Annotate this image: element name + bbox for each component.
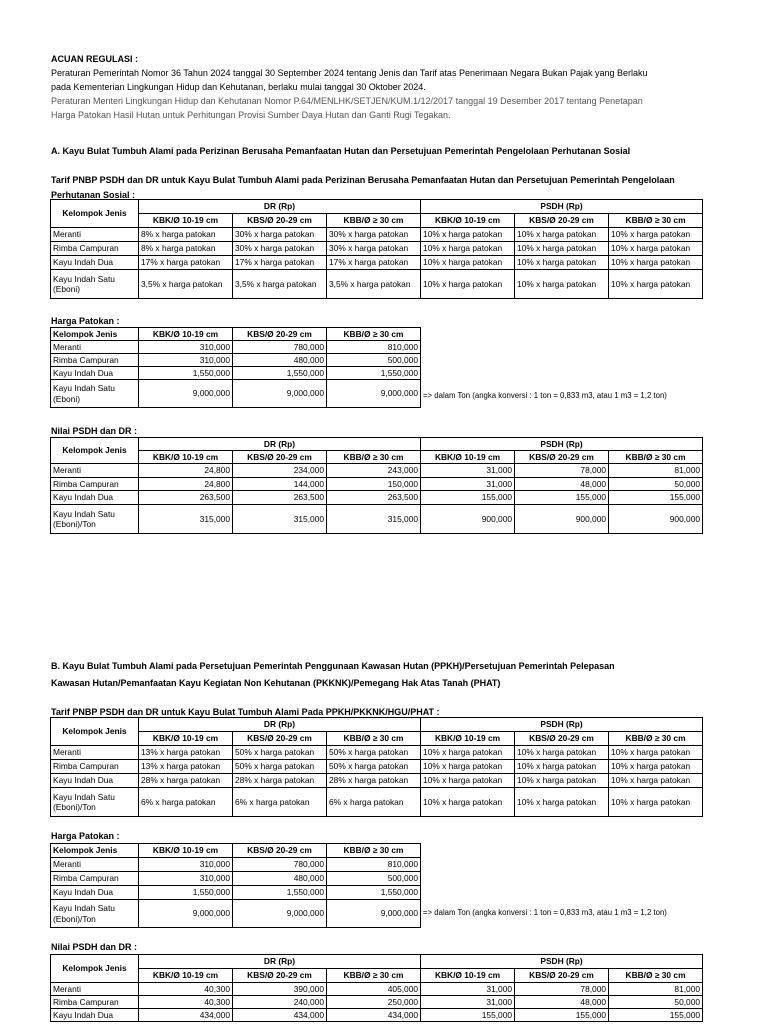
col-header-kbb: KBB/Ø ≥ 30 cm (609, 732, 703, 746)
regulasi-line-2: pada Kementerian Lingkungan Hidup dan Kehutanan, berlaku mulai tanggal 30 Oktober 2024. (51, 82, 426, 92)
col-header-kbs: KBS/Ø 20-29 cm (515, 969, 609, 983)
cell: 3,5% x harga patokan (139, 270, 233, 299)
section-b-harga-title: Harga Patokan : (51, 831, 120, 841)
col-header-kbk: KBK/Ø 10-19 cm (139, 969, 233, 983)
cell: 250,000 (327, 996, 421, 1009)
cell: 31,000 (421, 478, 515, 491)
cell: 310,000 (139, 354, 233, 367)
col-header-kbk: KBK/Ø 10-19 cm (139, 214, 233, 228)
cell: 10% x harga patokan (609, 760, 703, 774)
cell: 10% x harga patokan (609, 788, 703, 817)
cell: 780,000 (233, 858, 327, 872)
cell-jenis: Kayu Indah Satu (Eboni)/Ton (51, 900, 139, 928)
table-row (51, 228, 703, 242)
table-row (51, 886, 421, 900)
cell: 10% x harga patokan (609, 228, 703, 242)
cell: 10% x harga patokan (515, 256, 609, 270)
cell: 155,000 (421, 491, 515, 505)
cell: 434,000 (139, 1009, 233, 1022)
cell: 10% x harga patokan (421, 228, 515, 242)
cell: 8% x harga patokan (139, 242, 233, 256)
table-row (51, 872, 421, 886)
col-header-kbk: KBK/Ø 10-19 cm (139, 844, 233, 858)
cell-jenis: Rimba Campuran (51, 872, 139, 886)
cell: 9,000,000 (139, 900, 233, 928)
cell-jenis: Meranti (51, 228, 139, 242)
cell: 30% x harga patokan (233, 242, 327, 256)
col-header-dr: DR (Rp) (139, 200, 421, 214)
cell-jenis: Meranti (51, 983, 139, 996)
cell: 810,000 (327, 858, 421, 872)
cell: 50,000 (609, 996, 703, 1009)
cell: 1,550,000 (233, 886, 327, 900)
col-header-kbb: KBB/Ø ≥ 30 cm (327, 732, 421, 746)
cell: 48,000 (515, 478, 609, 491)
cell: 30% x harga patokan (233, 228, 327, 242)
cell-jenis: Kayu Indah Dua (51, 367, 139, 380)
section-b-harga-table (50, 843, 421, 928)
table-row (51, 380, 421, 408)
col-header-kbb: KBB/Ø ≥ 30 cm (327, 844, 421, 858)
table-row (51, 242, 703, 256)
col-header-kbk: KBK/Ø 10-19 cm (139, 451, 233, 464)
col-header-kbk: KBK/Ø 10-19 cm (421, 969, 515, 983)
table-row (51, 270, 703, 299)
table-row (51, 354, 421, 367)
col-header-kbk: KBK/Ø 10-19 cm (139, 328, 233, 341)
cell-jenis: Rimba Campuran (51, 478, 139, 491)
regulasi-line-3: Peraturan Menteri Lingkungan Hidup dan Kehutanan Nomor P.64/MENLHK/SETJEN/KUM.1/12/2017 tanggal 19 Desember 2017 tentang Penetapan (51, 96, 643, 106)
section-b-title-2: Kawasan Hutan/Pemanfaatan Kayu Kegiatan Non Kehutanan (PKKNK)/Pemegang Hak Atas Tanah (PHAT) (51, 678, 501, 688)
col-header-dr: DR (Rp) (139, 438, 421, 451)
cell: 40,300 (139, 983, 233, 996)
cell: 9,000,000 (327, 380, 421, 408)
cell: 810,000 (327, 341, 421, 354)
regulasi-title: ACUAN REGULASI : (51, 54, 138, 64)
cell: 8% x harga patokan (139, 228, 233, 242)
cell: 10% x harga patokan (515, 242, 609, 256)
col-header-kbk: KBK/Ø 10-19 cm (421, 732, 515, 746)
col-header-kbb: KBB/Ø ≥ 30 cm (609, 969, 703, 983)
section-a-tarif-title-2: Perhutanan Sosial : (51, 190, 136, 200)
cell-jenis: Kayu Indah Dua (51, 886, 139, 900)
cell-jenis: Rimba Campuran (51, 996, 139, 1009)
cell: 28% x harga patokan (233, 774, 327, 788)
table-row (51, 367, 421, 380)
cell-jenis: Kayu Indah Dua (51, 256, 139, 270)
cell-jenis: Rimba Campuran (51, 760, 139, 774)
table-row (51, 858, 421, 872)
table-row (51, 505, 703, 534)
cell: 500,000 (327, 872, 421, 886)
conversion-note: => dalam Ton (angka konversi : 1 ton = 0,833 m3, atau 1 m3 = 1,2 ton) (423, 908, 667, 917)
col-header-kbs: KBS/Ø 20-29 cm (233, 328, 327, 341)
col-header-kbb: KBB/Ø ≥ 30 cm (327, 451, 421, 464)
cell: 1,550,000 (139, 367, 233, 380)
table-row (51, 788, 703, 817)
section-a-tarif-table (50, 199, 703, 299)
cell: 81,000 (609, 464, 703, 478)
table-row (51, 746, 703, 760)
cell: 10% x harga patokan (609, 774, 703, 788)
col-header-kbs: KBS/Ø 20-29 cm (233, 214, 327, 228)
cell-jenis: Kayu Indah Satu (Eboni) (51, 270, 139, 299)
cell-jenis: Rimba Campuran (51, 242, 139, 256)
col-header-kbs: KBS/Ø 20-29 cm (515, 732, 609, 746)
cell: 315,000 (233, 505, 327, 534)
table-row (51, 983, 703, 996)
cell: 155,000 (609, 491, 703, 505)
cell-jenis: Kayu Indah Dua (51, 1009, 139, 1022)
table-row (51, 478, 703, 491)
col-header-psdh: PSDH (Rp) (421, 955, 703, 969)
cell: 28% x harga patokan (139, 774, 233, 788)
col-header-kbb: KBB/Ø ≥ 30 cm (327, 328, 421, 341)
cell: 50% x harga patokan (233, 746, 327, 760)
cell: 10% x harga patokan (609, 242, 703, 256)
col-header-kbs: KBS/Ø 20-29 cm (515, 214, 609, 228)
cell: 78,000 (515, 983, 609, 996)
cell: 1,550,000 (327, 886, 421, 900)
cell: 30% x harga patokan (327, 242, 421, 256)
cell: 17% x harga patokan (139, 256, 233, 270)
cell: 240,000 (233, 996, 327, 1009)
cell-jenis: Kayu Indah Satu (Eboni)/Ton (51, 788, 139, 817)
section-a-harga-title: Harga Patokan : (51, 316, 120, 326)
cell: 50% x harga patokan (233, 760, 327, 774)
cell-jenis: Rimba Campuran (51, 354, 139, 367)
col-header-kbb: KBB/Ø ≥ 30 cm (609, 451, 703, 464)
conversion-note: => dalam Ton (angka konversi : 1 ton = 0,833 m3, atau 1 m3 = 1,2 ton) (423, 391, 667, 400)
cell-jenis: Kayu Indah Satu (Eboni)/Ton (51, 505, 139, 534)
col-header-kelompok: Kelompok Jenis (51, 844, 139, 858)
section-b-nilai-title: Nilai PSDH dan DR : (51, 942, 138, 952)
col-header-kbs: KBS/Ø 20-29 cm (233, 969, 327, 983)
cell: 1,550,000 (327, 367, 421, 380)
cell: 263,500 (233, 491, 327, 505)
cell: 48,000 (515, 996, 609, 1009)
cell: 10% x harga patokan (609, 270, 703, 299)
cell-jenis: Kayu Indah Satu (Eboni) (51, 380, 139, 408)
section-b-tarif-title: Tarif PNBP PSDH dan DR untuk Kayu Bulat Tumbuh Alami Pada PPKH/PKKNK/HGU/PHAT : (51, 707, 440, 717)
table-row (51, 256, 703, 270)
cell: 310,000 (139, 341, 233, 354)
cell: 315,000 (139, 505, 233, 534)
cell: 10% x harga patokan (515, 760, 609, 774)
col-header-kelompok: Kelompok Jenis (51, 718, 139, 746)
col-header-kelompok: Kelompok Jenis (51, 328, 139, 341)
cell: 500,000 (327, 354, 421, 367)
cell: 9,000,000 (233, 900, 327, 928)
cell: 28% x harga patokan (327, 774, 421, 788)
cell: 150,000 (327, 478, 421, 491)
cell: 10% x harga patokan (515, 270, 609, 299)
cell: 6% x harga patokan (139, 788, 233, 817)
cell: 434,000 (233, 1009, 327, 1022)
cell: 31,000 (421, 996, 515, 1009)
section-a-tarif-title-1: Tarif PNBP PSDH dan DR untuk Kayu Bulat Tumbuh Alami pada Perizinan Berusaha Pemanfaatan Hutan dan Persetujuan Pemerintah Pengelolaan (51, 175, 675, 185)
col-header-kbb: KBB/Ø ≥ 30 cm (327, 214, 421, 228)
regulasi-line-1: Peraturan Pemerintah Nomor 36 Tahun 2024 tanggal 30 September 2024 tentang Jenis dan Tarif atas Penerimaan Negara Bukan Pajak yang Berlaku (51, 68, 648, 78)
cell: 10% x harga patokan (421, 270, 515, 299)
col-header-psdh: PSDH (Rp) (421, 438, 703, 451)
cell: 900,000 (515, 505, 609, 534)
cell: 10% x harga patokan (421, 774, 515, 788)
cell: 40,300 (139, 996, 233, 1009)
cell: 10% x harga patokan (515, 746, 609, 760)
col-header-kbs: KBS/Ø 20-29 cm (233, 451, 327, 464)
cell: 10% x harga patokan (609, 256, 703, 270)
cell: 30% x harga patokan (327, 228, 421, 242)
section-a-harga-table (50, 327, 421, 408)
table-row (51, 341, 421, 354)
cell: 9,000,000 (139, 380, 233, 408)
cell: 9,000,000 (233, 380, 327, 408)
cell: 78,000 (515, 464, 609, 478)
table-row (51, 491, 703, 505)
cell: 50% x harga patokan (327, 760, 421, 774)
cell: 900,000 (609, 505, 703, 534)
cell: 24,800 (139, 464, 233, 478)
cell: 155,000 (609, 1009, 703, 1022)
cell: 10% x harga patokan (515, 228, 609, 242)
cell: 9,000,000 (327, 900, 421, 928)
cell: 17% x harga patokan (327, 256, 421, 270)
cell-jenis: Meranti (51, 746, 139, 760)
regulasi-line-4: Harga Patokan Hasil Hutan untuk Perhitungan Provisi Sumber Daya Hutan dan Ganti Rugi Tegakan. (51, 110, 451, 120)
cell: 263,500 (139, 491, 233, 505)
cell: 155,000 (421, 1009, 515, 1022)
cell: 900,000 (421, 505, 515, 534)
cell-jenis: Meranti (51, 464, 139, 478)
table-row (51, 900, 421, 928)
table-row (51, 996, 703, 1009)
cell: 13% x harga patokan (139, 760, 233, 774)
cell-jenis: Kayu Indah Dua (51, 774, 139, 788)
col-header-kbk: KBK/Ø 10-19 cm (421, 214, 515, 228)
cell: 10% x harga patokan (421, 256, 515, 270)
section-a-nilai-table (50, 437, 703, 534)
cell: 234,000 (233, 464, 327, 478)
cell: 10% x harga patokan (421, 746, 515, 760)
col-header-kbb: KBB/Ø ≥ 30 cm (609, 214, 703, 228)
cell: 310,000 (139, 872, 233, 886)
cell: 31,000 (421, 983, 515, 996)
section-b-title-1: B. Kayu Bulat Tumbuh Alami pada Persetujuan Pemerintah Penggunaan Kawasan Hutan (PPKH)/Persetujuan Pemerintah Pelepasan (51, 661, 615, 671)
col-header-kbb: KBB/Ø ≥ 30 cm (327, 969, 421, 983)
cell: 10% x harga patokan (515, 788, 609, 817)
col-header-kelompok: Kelompok Jenis (51, 955, 139, 983)
section-b-tarif-table (50, 717, 703, 817)
section-a-title: A. Kayu Bulat Tumbuh Alami pada Perizinan Berusaha Pemanfaatan Hutan dan Persetujuan Pemerintah Pengelolaan Perhutanan Sosial (51, 146, 631, 156)
cell: 780,000 (233, 341, 327, 354)
cell: 24,800 (139, 478, 233, 491)
cell: 390,000 (233, 983, 327, 996)
col-header-kelompok: Kelompok Jenis (51, 200, 139, 228)
cell: 13% x harga patokan (139, 746, 233, 760)
cell: 243,000 (327, 464, 421, 478)
cell: 315,000 (327, 505, 421, 534)
cell: 10% x harga patokan (515, 774, 609, 788)
cell: 10% x harga patokan (609, 746, 703, 760)
cell: 405,000 (327, 983, 421, 996)
cell: 6% x harga patokan (327, 788, 421, 817)
cell: 3,5% x harga patokan (327, 270, 421, 299)
col-header-psdh: PSDH (Rp) (421, 200, 703, 214)
col-header-kbs: KBS/Ø 20-29 cm (233, 844, 327, 858)
cell-jenis: Meranti (51, 858, 139, 872)
col-header-kbs: KBS/Ø 20-29 cm (233, 732, 327, 746)
col-header-kbs: KBS/Ø 20-29 cm (515, 451, 609, 464)
cell: 3,5% x harga patokan (233, 270, 327, 299)
cell: 144,000 (233, 478, 327, 491)
cell: 1,550,000 (139, 886, 233, 900)
cell: 10% x harga patokan (421, 242, 515, 256)
col-header-psdh: PSDH (Rp) (421, 718, 703, 732)
cell: 480,000 (233, 354, 327, 367)
cell: 155,000 (515, 491, 609, 505)
cell: 310,000 (139, 858, 233, 872)
table-row (51, 1009, 703, 1022)
table-row (51, 464, 703, 478)
cell: 6% x harga patokan (233, 788, 327, 817)
cell: 434,000 (327, 1009, 421, 1022)
col-header-dr: DR (Rp) (139, 718, 421, 732)
table-row (51, 760, 703, 774)
cell: 81,000 (609, 983, 703, 996)
cell: 155,000 (515, 1009, 609, 1022)
cell: 31,000 (421, 464, 515, 478)
cell: 1,550,000 (233, 367, 327, 380)
col-header-kbk: KBK/Ø 10-19 cm (139, 732, 233, 746)
section-b-nilai-table (50, 954, 703, 1022)
cell: 10% x harga patokan (421, 760, 515, 774)
cell: 263,500 (327, 491, 421, 505)
cell: 480,000 (233, 872, 327, 886)
cell: 17% x harga patokan (233, 256, 327, 270)
section-a-nilai-title: Nilai PSDH dan DR : (51, 426, 138, 436)
col-header-kbk: KBK/Ø 10-19 cm (421, 451, 515, 464)
cell: 50,000 (609, 478, 703, 491)
col-header-dr: DR (Rp) (139, 955, 421, 969)
col-header-kelompok: Kelompok Jenis (51, 438, 139, 464)
cell-jenis: Meranti (51, 341, 139, 354)
cell-jenis: Kayu Indah Dua (51, 491, 139, 505)
cell: 10% x harga patokan (421, 788, 515, 817)
table-row (51, 774, 703, 788)
cell: 50% x harga patokan (327, 746, 421, 760)
